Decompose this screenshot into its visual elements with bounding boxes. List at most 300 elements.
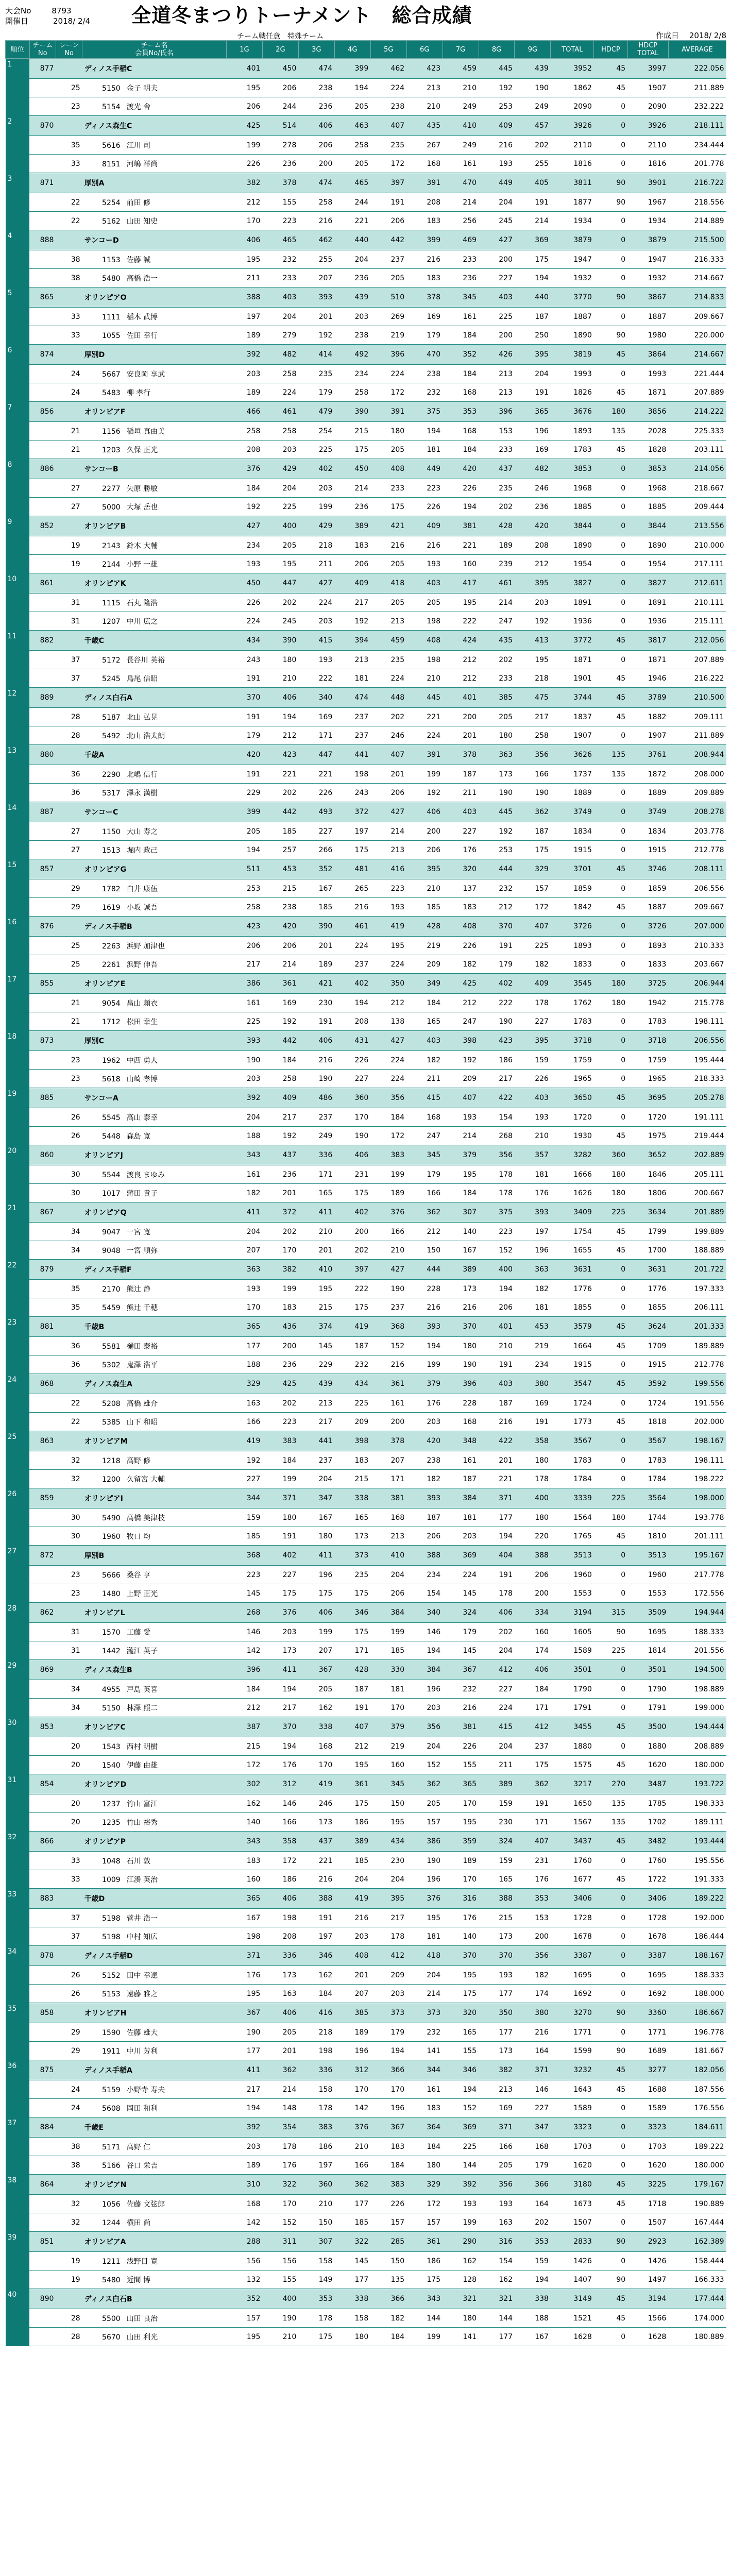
team-average: 198.000 bbox=[668, 1488, 726, 1509]
player-game-score: 212 bbox=[443, 651, 479, 669]
player-game-score: 210 bbox=[406, 97, 443, 116]
player-game-score: 196 bbox=[515, 422, 551, 440]
team-name: ディノス森生A bbox=[82, 1374, 227, 1394]
team-no: 854 bbox=[29, 1774, 56, 1794]
player-game-score: 182 bbox=[226, 1184, 262, 1202]
team-no: 886 bbox=[29, 459, 56, 479]
team-game-score: 268 bbox=[226, 1603, 262, 1623]
team-rank: 18 bbox=[6, 1031, 30, 1051]
player-total: 1826 bbox=[551, 383, 594, 402]
player-game-score: 214 bbox=[262, 955, 298, 974]
team-no: 863 bbox=[29, 1431, 56, 1451]
team-no-empty bbox=[29, 1394, 56, 1413]
member-no: 5245 bbox=[102, 674, 121, 683]
team-game-score: 437 bbox=[262, 1145, 298, 1165]
player-game-score: 190 bbox=[479, 1012, 515, 1031]
lane-empty bbox=[56, 402, 82, 422]
player-lane: 34 bbox=[56, 1699, 82, 1717]
player-game-score: 187 bbox=[443, 765, 479, 784]
player-total: 1703 bbox=[551, 2138, 594, 2156]
player-game-score: 218 bbox=[298, 536, 334, 555]
player-total: 1893 bbox=[551, 937, 594, 955]
team-average: 216.722 bbox=[668, 173, 726, 193]
player-row bbox=[6, 422, 726, 440]
player-game-score: 162 bbox=[443, 2252, 479, 2270]
player-game-score: 168 bbox=[443, 422, 479, 440]
team-game-score: 382 bbox=[479, 2060, 515, 2080]
team-no: 880 bbox=[29, 745, 56, 765]
player-game-score: 169 bbox=[298, 708, 334, 726]
team-game-score: 406 bbox=[298, 1031, 334, 1051]
team-no-empty bbox=[29, 193, 56, 212]
team-game-score: 371 bbox=[479, 1488, 515, 1509]
team-game-score: 382 bbox=[226, 173, 262, 193]
player-game-score: 236 bbox=[298, 97, 334, 116]
player-game-score: 179 bbox=[443, 1623, 479, 1641]
player-game-score: 171 bbox=[298, 1165, 334, 1184]
player-game-score: 223 bbox=[370, 879, 406, 898]
team-game-score: 352 bbox=[298, 859, 334, 879]
player-name: 高野 仁 bbox=[126, 2143, 151, 2151]
lane-empty bbox=[56, 688, 82, 708]
team-average: 213.556 bbox=[668, 516, 726, 536]
member-no: 5154 bbox=[102, 103, 121, 111]
player-game-score: 156 bbox=[262, 2252, 298, 2270]
player-game-score: 210 bbox=[406, 879, 443, 898]
player-total: 1771 bbox=[551, 2023, 594, 2042]
player-game-score: 236 bbox=[262, 1165, 298, 1184]
player-game-score: 222 bbox=[479, 994, 515, 1012]
team-game-score: 369 bbox=[515, 230, 551, 250]
player-game-score: 200 bbox=[479, 326, 515, 345]
team-game-score: 379 bbox=[370, 1717, 406, 1737]
player-game-score: 216 bbox=[443, 1699, 479, 1717]
player-game-score: 199 bbox=[298, 1623, 334, 1641]
player-total: 1650 bbox=[551, 1794, 594, 1813]
player-hdcp-total: 1887 bbox=[627, 898, 668, 917]
player-game-score: 201 bbox=[262, 1184, 298, 1202]
player-row bbox=[6, 479, 726, 498]
team-hdcp: 225 bbox=[594, 1488, 627, 1509]
team-no: 871 bbox=[29, 173, 56, 193]
team-row bbox=[6, 2060, 726, 2080]
rank-spacer bbox=[6, 1852, 30, 1870]
team-name: 厚別D bbox=[82, 345, 227, 365]
player-game-score: 183 bbox=[334, 1451, 370, 1470]
team-hdcp: 0 bbox=[594, 2117, 627, 2138]
player-name: 久保 正光 bbox=[126, 446, 158, 454]
player-game-score: 193 bbox=[226, 1280, 262, 1298]
player-game-score: 188 bbox=[515, 2309, 551, 2328]
player-name-cell bbox=[82, 726, 227, 745]
team-game-score: 370 bbox=[443, 1946, 479, 1966]
player-total: 1816 bbox=[551, 155, 594, 173]
player-game-score: 155 bbox=[262, 2270, 298, 2289]
player-name: 堀内 政己 bbox=[126, 846, 158, 855]
player-average: 198.333 bbox=[668, 1794, 726, 1813]
player-name-cell bbox=[82, 1737, 227, 1756]
team-total: 3406 bbox=[551, 1889, 594, 1909]
team-game-score: 356 bbox=[370, 1088, 406, 1108]
player-game-score: 217 bbox=[479, 1070, 515, 1088]
member-no: 1244 bbox=[102, 2218, 121, 2227]
player-name-cell bbox=[82, 1909, 227, 1927]
player-row bbox=[6, 1413, 726, 1431]
team-game-score: 422 bbox=[479, 1431, 515, 1451]
team-game-score: 406 bbox=[298, 1603, 334, 1623]
team-no-empty bbox=[29, 1641, 56, 1660]
player-game-score: 172 bbox=[370, 155, 406, 173]
player-game-score: 168 bbox=[515, 2138, 551, 2156]
player-hdcp: 0 bbox=[594, 2156, 627, 2175]
team-game-score: 445 bbox=[406, 688, 443, 708]
team-rank: 9 bbox=[6, 516, 30, 536]
team-hdcp: 135 bbox=[594, 745, 627, 765]
player-game-score: 176 bbox=[262, 2156, 298, 2175]
player-game-score: 197 bbox=[226, 308, 262, 326]
player-game-score: 155 bbox=[443, 1756, 479, 1774]
player-game-score: 210 bbox=[443, 79, 479, 97]
team-no-empty bbox=[29, 1985, 56, 2003]
team-game-score: 419 bbox=[370, 917, 406, 937]
player-name: 熊辻 静 bbox=[126, 1285, 151, 1294]
rank-spacer bbox=[6, 1966, 30, 1985]
player-game-score: 167 bbox=[443, 1241, 479, 1260]
team-hdcp: 45 bbox=[594, 1088, 627, 1108]
player-hdcp-total: 1806 bbox=[627, 1184, 668, 1202]
player-game-score: 227 bbox=[262, 1566, 298, 1584]
player-game-score: 216 bbox=[334, 1909, 370, 1927]
team-no-empty bbox=[29, 1927, 56, 1946]
team-total: 3547 bbox=[551, 1374, 594, 1394]
team-hdcp: 270 bbox=[594, 1774, 627, 1794]
player-row bbox=[6, 79, 726, 97]
player-game-score: 224 bbox=[298, 594, 334, 612]
player-name-cell bbox=[82, 97, 227, 116]
team-name: オリンピアI bbox=[82, 1488, 227, 1509]
team-game-score: 441 bbox=[298, 1431, 334, 1451]
team-game-score: 329 bbox=[515, 859, 551, 879]
team-game-score: 403 bbox=[262, 287, 298, 308]
player-hdcp-total: 1890 bbox=[627, 536, 668, 555]
team-game-score: 372 bbox=[334, 802, 370, 822]
player-game-score: 196 bbox=[370, 2099, 406, 2117]
team-total: 3437 bbox=[551, 1832, 594, 1852]
column-header: 2G bbox=[262, 41, 298, 59]
player-name-cell bbox=[82, 422, 227, 440]
team-game-score: 383 bbox=[370, 1145, 406, 1165]
player-game-score: 194 bbox=[443, 498, 479, 516]
player-game-score: 166 bbox=[406, 1184, 443, 1202]
player-lane: 22 bbox=[56, 1394, 82, 1413]
player-game-score: 206 bbox=[334, 555, 370, 573]
team-average: 214.056 bbox=[668, 459, 726, 479]
team-hdcp: 0 bbox=[594, 1546, 627, 1566]
team-game-score: 378 bbox=[443, 745, 479, 765]
player-total: 1692 bbox=[551, 1985, 594, 2003]
rank-spacer bbox=[6, 79, 30, 97]
player-name-cell bbox=[82, 440, 227, 459]
player-total: 1673 bbox=[551, 2195, 594, 2213]
player-game-score: 225 bbox=[334, 1394, 370, 1413]
team-game-score: 457 bbox=[515, 116, 551, 136]
team-game-score: 404 bbox=[479, 1546, 515, 1566]
team-game-score: 411 bbox=[262, 1660, 298, 1680]
player-total: 1855 bbox=[551, 1298, 594, 1317]
team-game-score: 338 bbox=[298, 1717, 334, 1737]
player-game-score: 208 bbox=[226, 440, 262, 459]
team-total: 3926 bbox=[551, 116, 594, 136]
player-game-score: 180 bbox=[443, 2309, 479, 2328]
lane-empty bbox=[56, 345, 82, 365]
team-hdcp: 45 bbox=[594, 1374, 627, 1394]
player-game-score: 221 bbox=[479, 1470, 515, 1488]
player-game-score: 224 bbox=[370, 365, 406, 383]
player-game-score: 216 bbox=[334, 898, 370, 917]
team-row bbox=[6, 116, 726, 136]
team-game-score: 356 bbox=[515, 1946, 551, 1966]
player-game-score: 194 bbox=[443, 2080, 479, 2099]
player-row bbox=[6, 536, 726, 555]
team-no-empty bbox=[29, 2195, 56, 2213]
team-game-score: 440 bbox=[515, 287, 551, 308]
team-game-score: 409 bbox=[515, 974, 551, 994]
player-hdcp-total: 1872 bbox=[627, 765, 668, 784]
lane-empty bbox=[56, 59, 82, 79]
player-name-cell bbox=[82, 79, 227, 97]
team-no-empty bbox=[29, 1355, 56, 1374]
team-no-empty bbox=[29, 155, 56, 173]
player-name: 石川 敦 bbox=[126, 1857, 151, 1866]
player-game-score: 214 bbox=[334, 479, 370, 498]
player-row bbox=[6, 2252, 726, 2270]
player-game-score: 200 bbox=[406, 822, 443, 841]
player-game-score: 230 bbox=[298, 994, 334, 1012]
team-game-score: 474 bbox=[298, 59, 334, 79]
player-hdcp-total: 1936 bbox=[627, 612, 668, 631]
player-hdcp: 0 bbox=[594, 97, 627, 116]
rank-spacer bbox=[6, 1451, 30, 1470]
player-game-score: 169 bbox=[262, 994, 298, 1012]
team-hdcp-total: 3631 bbox=[627, 1260, 668, 1280]
player-game-score: 180 bbox=[443, 1337, 479, 1355]
rank-spacer bbox=[6, 2213, 30, 2232]
team-game-score: 358 bbox=[515, 1431, 551, 1451]
team-hdcp: 90 bbox=[594, 173, 627, 193]
player-game-score: 250 bbox=[515, 326, 551, 345]
team-game-score: 382 bbox=[262, 1260, 298, 1280]
team-name: サンコーD bbox=[82, 230, 227, 250]
player-game-score: 245 bbox=[262, 612, 298, 631]
team-game-score: 428 bbox=[334, 1660, 370, 1680]
team-no: 869 bbox=[29, 1660, 56, 1680]
team-total: 3232 bbox=[551, 2060, 594, 2080]
player-game-score: 196 bbox=[406, 1680, 443, 1699]
player-name: 小野寺 寿夫 bbox=[126, 2086, 165, 2094]
player-name: 森島 寛 bbox=[126, 1132, 151, 1141]
player-game-score: 199 bbox=[406, 2328, 443, 2346]
player-game-score: 199 bbox=[370, 1623, 406, 1641]
team-no: 851 bbox=[29, 2232, 56, 2252]
player-row bbox=[6, 1909, 726, 1927]
player-game-score: 194 bbox=[226, 841, 262, 859]
team-game-score: 373 bbox=[334, 1546, 370, 1566]
team-game-score: 358 bbox=[262, 1832, 298, 1852]
player-game-score: 204 bbox=[298, 1470, 334, 1488]
member-no: 5581 bbox=[102, 1342, 121, 1351]
team-rank: 4 bbox=[6, 230, 30, 250]
player-name: 佐藤 雄大 bbox=[126, 2028, 158, 2037]
player-game-score: 175 bbox=[334, 841, 370, 859]
team-total: 3811 bbox=[551, 173, 594, 193]
player-game-score: 175 bbox=[515, 250, 551, 269]
player-hdcp-total: 1932 bbox=[627, 269, 668, 287]
player-game-score: 190 bbox=[226, 1051, 262, 1070]
team-game-score: 422 bbox=[479, 1088, 515, 1108]
player-game-score: 258 bbox=[262, 422, 298, 440]
team-game-score: 406 bbox=[334, 1145, 370, 1165]
player-lane: 24 bbox=[56, 2099, 82, 2117]
team-no: 855 bbox=[29, 974, 56, 994]
player-hdcp-total: 1784 bbox=[627, 1470, 668, 1488]
team-game-score: 406 bbox=[262, 2003, 298, 2023]
player-game-score: 222 bbox=[334, 1280, 370, 1298]
lane-empty bbox=[56, 573, 82, 594]
player-game-score: 163 bbox=[479, 2213, 515, 2232]
player-game-score: 199 bbox=[406, 765, 443, 784]
player-game-score: 175 bbox=[298, 2328, 334, 2346]
team-rank: 30 bbox=[6, 1717, 30, 1737]
team-game-score: 442 bbox=[262, 802, 298, 822]
player-game-score: 171 bbox=[515, 1813, 551, 1832]
player-average: 210.111 bbox=[668, 594, 726, 612]
player-total: 1695 bbox=[551, 1966, 594, 1985]
player-hdcp-total: 1880 bbox=[627, 1737, 668, 1756]
player-name: 近間 博 bbox=[126, 2276, 151, 2284]
column-header: HDCP TOTAL bbox=[627, 41, 668, 59]
team-game-score: 352 bbox=[443, 345, 479, 365]
player-game-score: 202 bbox=[479, 498, 515, 516]
team-name: オリンピアK bbox=[82, 573, 227, 594]
team-no-empty bbox=[29, 2252, 56, 2270]
player-game-score: 179 bbox=[298, 383, 334, 402]
player-game-score: 175 bbox=[515, 1756, 551, 1774]
results-table bbox=[5, 40, 726, 2346]
player-game-score: 210 bbox=[298, 1223, 334, 1241]
player-hdcp: 0 bbox=[594, 2023, 627, 2042]
player-game-score: 204 bbox=[479, 193, 515, 212]
team-game-score: 285 bbox=[370, 2232, 406, 2252]
player-name-cell bbox=[82, 2252, 227, 2270]
team-game-score: 316 bbox=[479, 2232, 515, 2252]
player-lane: 36 bbox=[56, 1337, 82, 1355]
player-game-score: 187 bbox=[406, 1509, 443, 1527]
player-game-score: 204 bbox=[479, 1737, 515, 1756]
player-row bbox=[6, 1012, 726, 1031]
player-game-score: 152 bbox=[443, 2099, 479, 2117]
player-hdcp-total: 2028 bbox=[627, 422, 668, 440]
player-game-score: 158 bbox=[298, 2080, 334, 2099]
team-game-score: 370 bbox=[479, 917, 515, 937]
player-row bbox=[6, 784, 726, 802]
player-game-score: 183 bbox=[406, 269, 443, 287]
player-game-score: 203 bbox=[262, 440, 298, 459]
player-game-score: 225 bbox=[515, 937, 551, 955]
member-no: 1962 bbox=[102, 1056, 121, 1065]
player-game-score: 168 bbox=[226, 2195, 262, 2213]
player-game-score: 226 bbox=[443, 1737, 479, 1756]
player-name-cell bbox=[82, 765, 227, 784]
team-hdcp-total: 3194 bbox=[627, 2289, 668, 2309]
lane-empty bbox=[56, 1374, 82, 1394]
player-game-score: 225 bbox=[298, 440, 334, 459]
player-total: 1790 bbox=[551, 1680, 594, 1699]
player-game-score: 209 bbox=[334, 1413, 370, 1431]
member-no: 1207 bbox=[102, 617, 121, 626]
player-hdcp-total: 1915 bbox=[627, 1355, 668, 1374]
player-game-score: 216 bbox=[298, 212, 334, 230]
team-game-score: 423 bbox=[479, 1031, 515, 1051]
rank-spacer bbox=[6, 2195, 30, 2213]
player-game-score: 183 bbox=[334, 536, 370, 555]
rank-spacer bbox=[6, 1509, 30, 1527]
player-game-score: 220 bbox=[515, 1527, 551, 1546]
team-name: 千歳A bbox=[82, 745, 227, 765]
team-game-score: 346 bbox=[443, 2060, 479, 2080]
player-average: 208.889 bbox=[668, 1737, 726, 1756]
player-total: 1887 bbox=[551, 308, 594, 326]
team-game-score: 401 bbox=[226, 59, 262, 79]
player-game-score: 254 bbox=[298, 422, 334, 440]
player-game-score: 221 bbox=[334, 212, 370, 230]
player-game-score: 217 bbox=[334, 594, 370, 612]
team-game-score: 380 bbox=[515, 1374, 551, 1394]
rank-spacer bbox=[6, 1280, 30, 1298]
player-row bbox=[6, 1813, 726, 1832]
player-row bbox=[6, 2270, 726, 2289]
player-average: 207.889 bbox=[668, 651, 726, 669]
player-game-score: 226 bbox=[515, 1070, 551, 1088]
player-game-score: 177 bbox=[226, 2042, 262, 2060]
player-game-score: 178 bbox=[262, 2138, 298, 2156]
player-name: 鈴木 大輔 bbox=[126, 541, 158, 550]
member-no: 5490 bbox=[102, 1514, 121, 1522]
player-game-score: 212 bbox=[443, 669, 479, 688]
team-game-score: 362 bbox=[262, 2060, 298, 2080]
player-game-score: 182 bbox=[515, 1280, 551, 1298]
team-game-score: 290 bbox=[443, 2232, 479, 2252]
player-total: 1932 bbox=[551, 269, 594, 287]
player-game-score: 212 bbox=[226, 1699, 262, 1717]
team-no-empty bbox=[29, 955, 56, 974]
team-no-empty bbox=[29, 1870, 56, 1889]
player-lane: 33 bbox=[56, 326, 82, 345]
rank-spacer bbox=[6, 1108, 30, 1127]
player-lane: 26 bbox=[56, 1985, 82, 2003]
lane-empty bbox=[56, 2117, 82, 2138]
member-no: 5385 bbox=[102, 1418, 121, 1427]
player-hdcp-total: 1720 bbox=[627, 1108, 668, 1127]
member-no: 1513 bbox=[102, 846, 121, 855]
player-average: 208.000 bbox=[668, 765, 726, 784]
member-no: 5483 bbox=[102, 388, 121, 397]
player-game-score: 202 bbox=[262, 784, 298, 802]
member-no: 5187 bbox=[102, 713, 121, 722]
team-row bbox=[6, 2117, 726, 2138]
player-game-score: 237 bbox=[334, 955, 370, 974]
player-name-cell bbox=[82, 1470, 227, 1488]
team-game-score: 409 bbox=[334, 573, 370, 594]
